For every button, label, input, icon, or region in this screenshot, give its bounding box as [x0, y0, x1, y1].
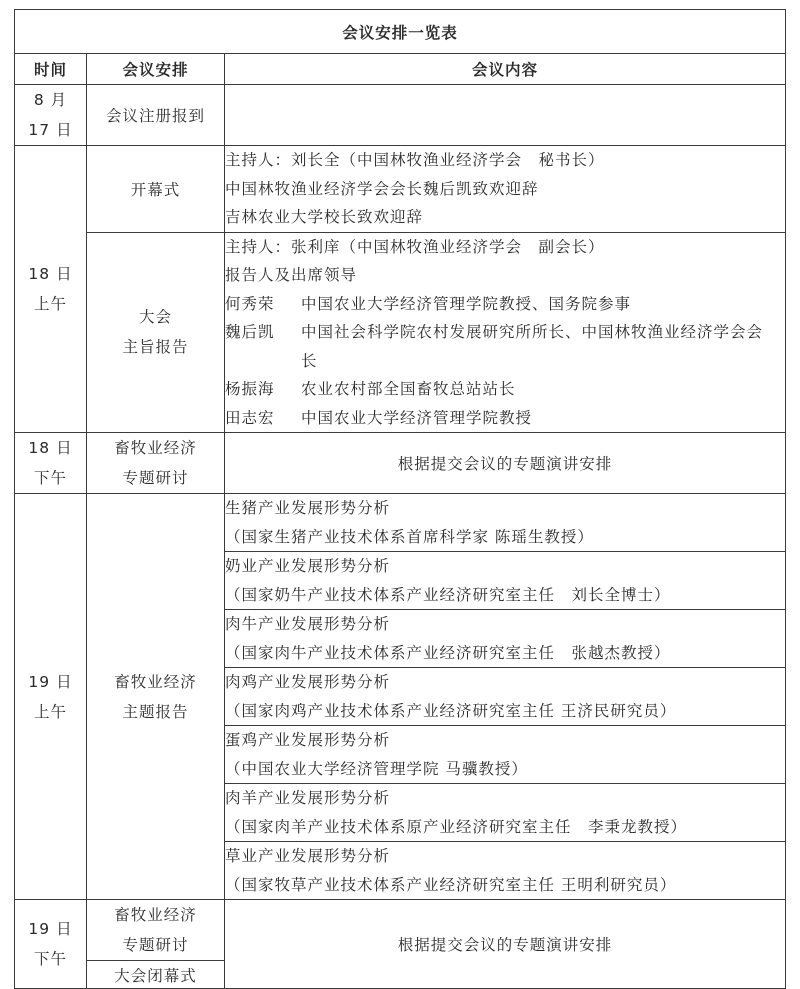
content-cell: 根据提交会议的专题演讲安排	[225, 433, 786, 494]
arrangement-cell	[87, 900, 225, 961]
report-topic: 肉鸡产业发展形势分析	[225, 673, 391, 691]
report-topic: 肉羊产业发展形势分析	[225, 789, 391, 807]
content-cell: 根据提交会议的专题演讲安排	[225, 900, 786, 989]
report-topic: 蛋鸡产业发展形势分析	[225, 731, 391, 749]
arrangement-line: 专题研讨	[122, 469, 189, 487]
time-cell	[15, 494, 87, 900]
time-day: 18 日	[28, 265, 73, 283]
speaker-row	[225, 290, 785, 319]
content-line: 吉林农业大学校长致欢迎辞	[225, 208, 424, 226]
arrangement-line: 畜牧业经济	[114, 906, 197, 924]
report-cell	[225, 494, 786, 552]
report-topic: 肉牛产业发展形势分析	[225, 615, 391, 633]
intro-line: 报告人及出席领导	[225, 266, 358, 284]
time-cell	[15, 146, 87, 433]
time-part: 下午	[33, 469, 67, 487]
time-day: 19 日	[28, 672, 73, 691]
speaker-desc: 农业农村部全国畜牧总站站长	[301, 380, 516, 398]
schedule-table	[14, 9, 786, 989]
time-part: 上午	[33, 295, 67, 313]
arrangement-cell	[87, 232, 225, 433]
speaker-desc: 中国农业大学经济管理学院教授	[301, 408, 533, 427]
speaker-name: 田志宏	[225, 408, 275, 427]
report-cell	[225, 552, 786, 610]
speaker-row	[225, 404, 785, 433]
table-row	[15, 433, 786, 494]
table-row	[15, 146, 786, 233]
arrangement-line: 专题研讨	[122, 936, 189, 954]
content-line: 中国林牧渔业经济学会会长魏后凯致欢迎辞	[225, 179, 539, 198]
content-line: 主持人：刘长全（中国林牧渔业经济学会 秘书长）	[225, 151, 605, 169]
report-cell	[225, 668, 786, 726]
speaker-desc: 中国社会科学院农村发展研究所所长、中国林牧渔业经济学会会长	[301, 323, 764, 370]
speaker-name: 何秀荣	[225, 294, 275, 313]
arrangement-line: 大会	[138, 308, 172, 327]
arrangement-cell: 开幕式	[87, 146, 225, 233]
time-part: 上午	[33, 702, 67, 721]
content-cell	[225, 85, 786, 146]
time-cell	[15, 900, 87, 989]
report-topic: 草业产业发展形势分析	[225, 847, 391, 865]
speaker-row	[225, 318, 785, 375]
title-row	[15, 10, 786, 54]
time-day: 8 月	[33, 91, 68, 109]
speaker-row	[225, 375, 785, 404]
speaker-name: 杨振海	[225, 380, 275, 398]
speaker-name: 魏后凯	[225, 323, 275, 341]
report-speaker: （国家肉鸡产业技术体系产业经济研究室主任 王济民研究员）	[225, 701, 677, 720]
arrangement-line: 主旨报告	[122, 338, 189, 357]
table-title: 会议安排一览表	[15, 10, 786, 54]
time-day: 18 日	[28, 439, 73, 457]
table-row	[15, 232, 786, 433]
report-speaker: （国家肉羊产业技术体系原产业经济研究室主任 李秉龙教授）	[225, 817, 688, 836]
time-part: 下午	[33, 950, 67, 968]
time-day: 19 日	[28, 920, 73, 938]
report-cell	[225, 610, 786, 668]
report-speaker: （国家肉牛产业技术体系产业经济研究室主任 张越杰教授）	[225, 643, 671, 662]
report-cell	[225, 726, 786, 784]
speaker-desc: 中国农业大学经济管理学院教授、国务院参事	[301, 294, 632, 313]
arrangement-line: 主题报告	[122, 702, 189, 721]
time-cell	[15, 85, 87, 146]
report-speaker: （中国农业大学经济管理学院 马骥教授）	[225, 759, 528, 778]
arrangement-line: 畜牧业经济	[114, 439, 197, 457]
content-cell	[225, 146, 786, 233]
table-row	[15, 900, 786, 961]
header-row	[15, 54, 786, 85]
header-arrangement: 会议安排	[87, 54, 225, 85]
arrangement-cell	[87, 433, 225, 494]
report-cell	[225, 784, 786, 842]
report-cell	[225, 842, 786, 900]
arrangement-cell: 大会闭幕式	[87, 961, 225, 989]
header-time: 时间	[15, 54, 87, 85]
arrangement-cell: 会议注册报到	[87, 85, 225, 146]
time-cell	[15, 433, 87, 494]
arrangement-line: 畜牧业经济	[114, 672, 197, 691]
report-topic: 生猪产业发展形势分析	[225, 499, 391, 517]
report-topic: 奶业产业发展形势分析	[225, 557, 391, 575]
report-speaker: （国家生猪产业技术体系首席科学家 陈瑶生教授）	[225, 527, 594, 546]
report-speaker: （国家牧草产业技术体系产业经济研究室主任 王明利研究员）	[225, 875, 677, 894]
report-speaker: （国家奶牛产业技术体系产业经济研究室主任 刘长全博士）	[225, 585, 671, 604]
time-part: 17 日	[28, 121, 73, 139]
content-cell	[225, 232, 786, 433]
table-row	[15, 494, 786, 552]
header-content: 会议内容	[225, 54, 786, 85]
arrangement-cell	[87, 494, 225, 900]
host-line: 主持人：张利庠（中国林牧渔业经济学会 副会长）	[225, 237, 605, 256]
table-row	[15, 85, 786, 146]
